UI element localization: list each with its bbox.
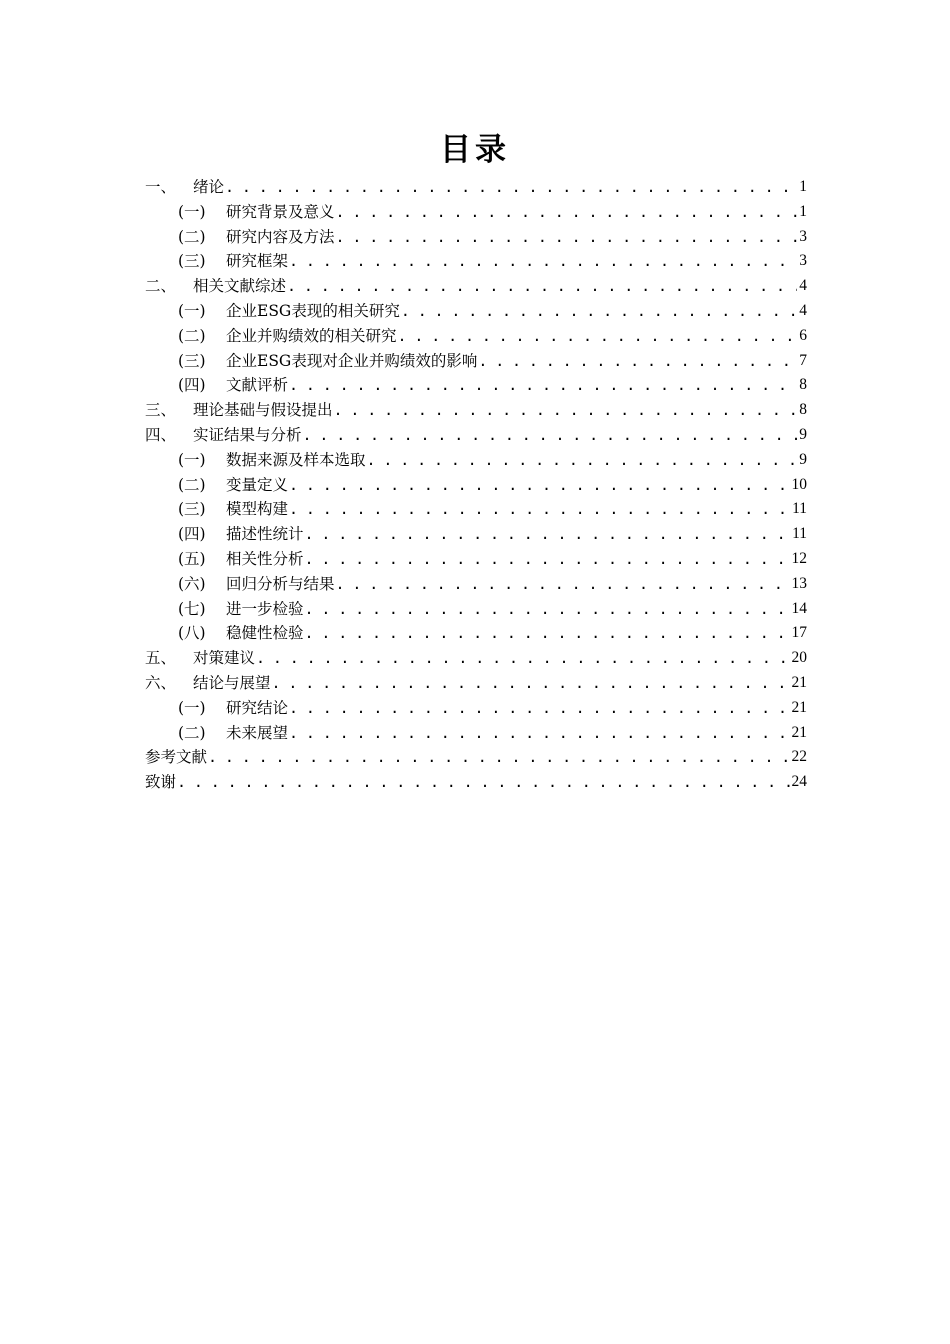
toc-entry[interactable]: [145, 448, 807, 473]
toc-entry[interactable]: [145, 671, 807, 696]
toc-page-number: 21: [791, 698, 807, 716]
toc-entry-label: [178, 349, 477, 374]
toc-dot-leader: [302, 423, 798, 448]
toc-page-number: 14: [791, 599, 807, 617]
toc-entry-number: (四): [178, 525, 206, 544]
toc-entry-text: 致谢: [145, 773, 177, 792]
toc-entry-number: 一、: [145, 178, 177, 196]
toc-dot-leader: [288, 497, 790, 522]
toc-dot-leader: [288, 721, 789, 746]
toc-page-number: 24: [791, 773, 807, 791]
toc-entry-text: 对策建议: [193, 649, 256, 668]
toc-page-number: 1: [799, 202, 807, 220]
toc-entry-text: 数据来源及样本选取: [226, 450, 366, 469]
toc-entry-text: 描述性统计: [226, 525, 304, 544]
toc-dot-leader: [224, 175, 797, 200]
toc-entry-text: 回归分析与结果: [226, 574, 335, 593]
toc-entry-label: [178, 324, 397, 349]
toc-entry-text: 绪论: [193, 178, 225, 196]
toc-entry-number: (二): [178, 723, 206, 742]
toc-dot-leader: [335, 225, 798, 250]
toc-page-number: 13: [791, 574, 807, 592]
toc-entry-text: 企业并购绩效的相关研究: [226, 326, 397, 345]
toc-entry-text: 企业ESG表现的相关研究: [226, 301, 400, 320]
toc-entry-number: 六、: [145, 673, 177, 692]
toc-entry-text: 稳健性检验: [226, 624, 304, 643]
toc-page-number: 8: [799, 376, 807, 394]
toc-list: [145, 175, 807, 795]
toc-entry-number: 二、: [145, 277, 177, 296]
toc-entry-text: 变量定义: [226, 475, 289, 494]
toc-page-number: 8: [799, 401, 807, 419]
toc-entry-text: 模型构建: [226, 500, 289, 519]
toc-dot-leader: [288, 696, 789, 721]
toc-dot-leader: [335, 572, 790, 597]
toc-entry-number: (二): [178, 227, 206, 246]
toc-entry[interactable]: [145, 373, 807, 398]
toc-entry-text: 研究框架: [226, 252, 289, 271]
toc-entry-number: (六): [178, 574, 206, 593]
toc-entry[interactable]: [145, 200, 807, 225]
toc-page-number: 1: [799, 178, 807, 195]
toc-dot-leader: [288, 473, 789, 498]
toc-dot-leader: [207, 745, 789, 770]
toc-dot-leader: [271, 671, 790, 696]
toc-entry[interactable]: [145, 572, 807, 597]
toc-entry[interactable]: [145, 274, 807, 299]
toc-entry[interactable]: [145, 621, 807, 646]
toc-entry-label: [178, 200, 335, 225]
toc-entry[interactable]: [145, 696, 807, 721]
toc-entry[interactable]: [145, 597, 807, 622]
toc-dot-leader: [288, 373, 797, 398]
toc-page-number: 7: [799, 351, 807, 369]
toc-entry-label: [145, 423, 302, 448]
toc-entry[interactable]: [145, 770, 807, 795]
toc-title: 目录: [440, 132, 510, 168]
toc-page-number: 9: [799, 425, 807, 443]
toc-page-number: 12: [791, 549, 807, 567]
toc-entry-label: [178, 547, 304, 572]
toc-entry-label: [145, 646, 255, 671]
toc-entry[interactable]: [145, 299, 807, 324]
toc-entry-text: 研究内容及方法: [226, 227, 335, 246]
toc-dot-leader: [335, 200, 798, 225]
toc-entry[interactable]: [145, 423, 807, 448]
toc-dot-leader: [288, 249, 797, 274]
toc-entry[interactable]: [145, 225, 807, 250]
toc-entry-label: [178, 249, 288, 274]
toc-entry-label: [145, 745, 207, 770]
toc-entry-label: [145, 274, 286, 299]
toc-page-number: 3: [799, 252, 807, 270]
toc-page-number: 3: [799, 227, 807, 245]
toc-entry-label: [178, 696, 288, 721]
toc-entry-number: (三): [178, 351, 206, 370]
toc-entry[interactable]: [145, 175, 807, 200]
toc-entry-number: 五、: [145, 649, 177, 668]
toc-entry-number: (二): [178, 326, 206, 345]
toc-entry-label: [178, 721, 288, 746]
toc-entry-text: 相关性分析: [226, 549, 304, 568]
toc-dot-leader: [176, 770, 789, 795]
toc-page-number: 10: [791, 475, 807, 493]
toc-entry[interactable]: [145, 721, 807, 746]
toc-entry[interactable]: [145, 324, 807, 349]
toc-entry-number: (一): [178, 202, 206, 221]
toc-entry-label: [178, 572, 335, 597]
toc-dot-leader: [304, 547, 790, 572]
toc-page-number: 21: [791, 723, 807, 741]
toc-entry-text: 理论基础与假设提出: [193, 401, 333, 420]
toc-entry-number: 四、: [145, 425, 177, 444]
toc-entry-label: [178, 225, 335, 250]
toc-entry-text: 文献评析: [226, 376, 289, 395]
toc-entry-text: 研究结论: [226, 698, 289, 717]
toc-dot-leader: [255, 646, 789, 671]
toc-entry-number: (七): [178, 599, 206, 618]
toc-page-number: 4: [799, 301, 807, 319]
toc-entry[interactable]: [145, 249, 807, 274]
toc-entry-text: 结论与展望: [193, 673, 271, 692]
toc-entry[interactable]: [145, 547, 807, 572]
toc-page-number: 21: [791, 673, 807, 691]
toc-dot-leader: [286, 274, 797, 299]
toc-entry-label: [145, 671, 271, 696]
toc-page-number: 4: [799, 277, 807, 295]
toc-entry-number: (二): [178, 475, 206, 494]
toc-entry-number: (一): [178, 450, 206, 469]
toc-page-number: 22: [791, 748, 807, 766]
toc-page-number: 11: [792, 500, 807, 518]
toc-entry-text: 未来展望: [226, 723, 289, 742]
toc-entry-label: [145, 770, 176, 795]
toc-dot-leader: [477, 349, 797, 374]
toc-dot-leader: [304, 522, 791, 547]
toc-dot-leader: [304, 597, 790, 622]
toc-entry-number: (一): [178, 698, 206, 717]
toc-entry-text: 相关文献综述: [193, 277, 287, 296]
toc-entry-number: (三): [178, 500, 206, 519]
toc-dot-leader: [397, 324, 798, 349]
toc-entry[interactable]: [145, 646, 807, 671]
toc-entry[interactable]: [145, 473, 807, 498]
toc-page-number: 20: [791, 649, 807, 667]
toc-entry[interactable]: [145, 497, 807, 522]
toc-dot-leader: [333, 398, 798, 423]
toc-entry-label: [178, 473, 288, 498]
toc-entry-label: [178, 373, 288, 398]
toc-page-number: 17: [791, 624, 807, 642]
toc-entry-number: (一): [178, 301, 206, 320]
toc-entry-label: [178, 522, 304, 547]
toc-entry-label: [178, 299, 400, 324]
toc-dot-leader: [304, 621, 790, 646]
toc-entry-text: 企业ESG表现对企业并购绩效的影响: [226, 351, 478, 370]
toc-page-number: 6: [799, 326, 807, 344]
toc-entry-label: [178, 448, 366, 473]
toc-entry-text: 实证结果与分析: [193, 425, 302, 444]
toc-entry-text: 研究背景及意义: [226, 202, 335, 221]
toc-entry-number: (四): [178, 376, 206, 395]
toc-entry-label: [178, 597, 304, 622]
toc-entry-label: [178, 621, 304, 646]
toc-entry[interactable]: [145, 398, 807, 423]
toc-entry-text: 参考文献: [145, 748, 208, 767]
toc-page-number: 9: [799, 450, 807, 468]
toc-dot-leader: [366, 448, 798, 473]
toc-entry-text: 进一步检验: [226, 599, 304, 618]
toc-dot-leader: [400, 299, 797, 324]
toc-page-number: 11: [792, 525, 807, 543]
toc-entry[interactable]: [145, 349, 807, 374]
toc-entry-number: (三): [178, 252, 206, 271]
toc-entry-number: (八): [178, 624, 206, 643]
toc-entry-label: [145, 398, 333, 423]
toc-entry-label: [145, 175, 224, 200]
toc-entry-number: (五): [178, 549, 206, 568]
toc-entry-number: 三、: [145, 401, 177, 420]
toc-entry-label: [178, 497, 288, 522]
toc-entry[interactable]: [145, 522, 807, 547]
toc-entry[interactable]: [145, 745, 807, 770]
